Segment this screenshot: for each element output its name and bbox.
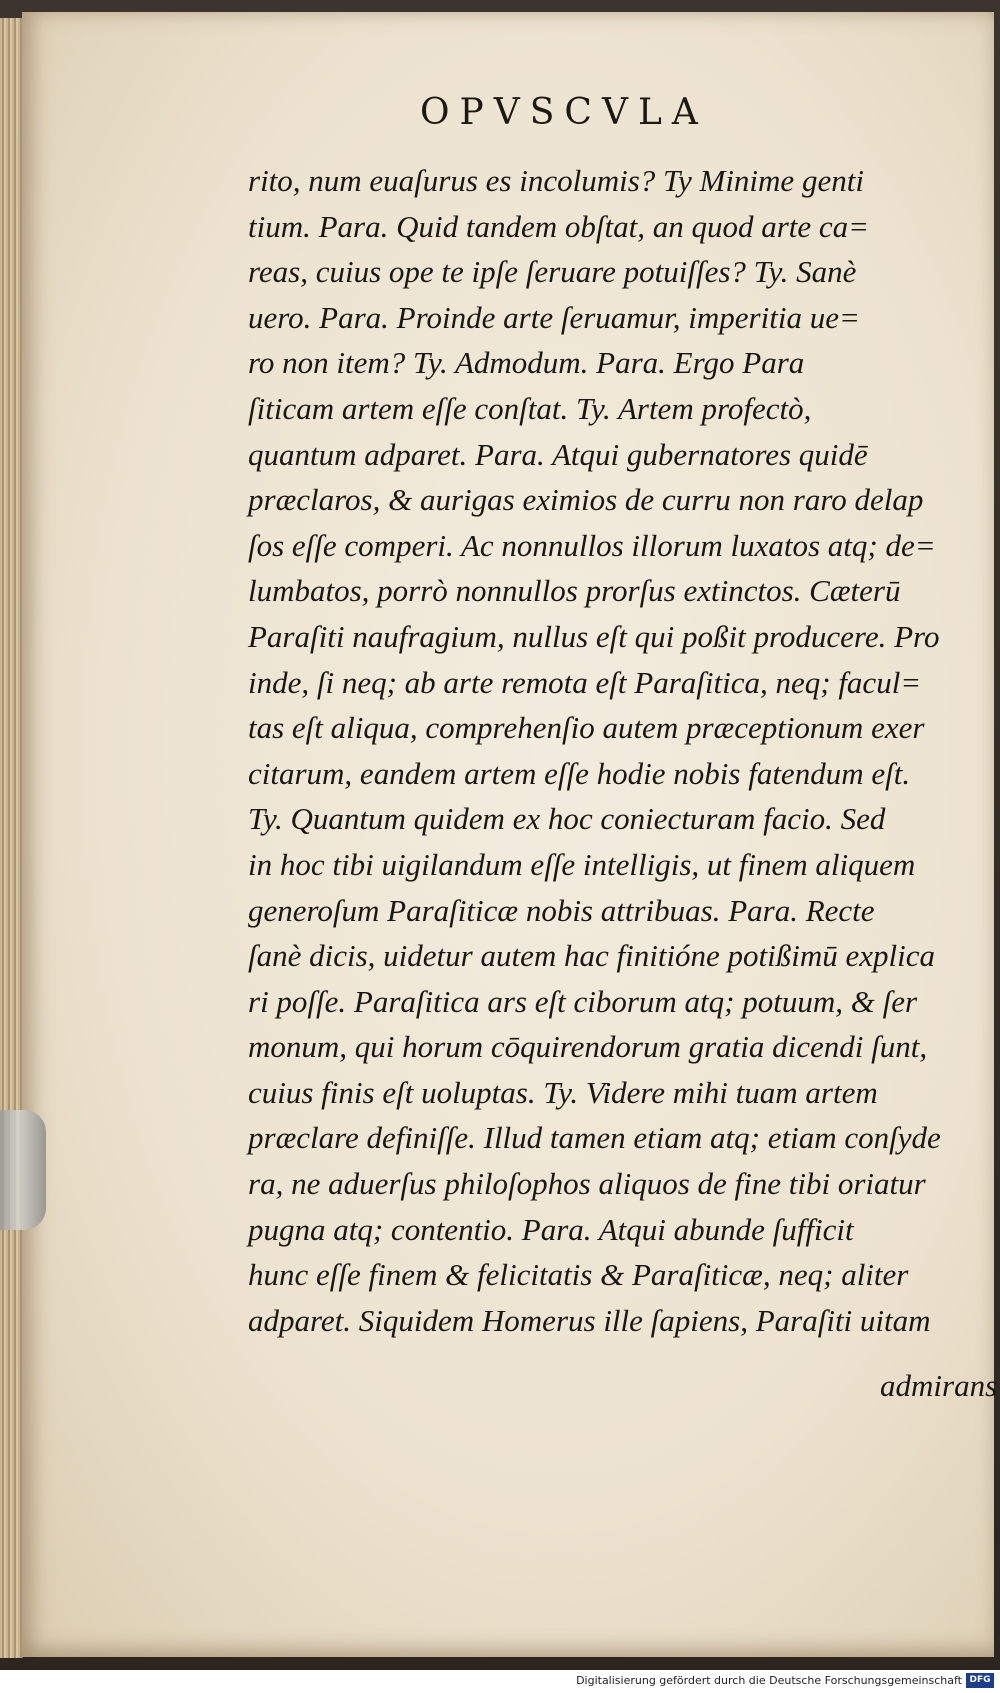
text-line: uero. Para. Proinde arte ſeruamur, imperitia ue= <box>248 299 860 335</box>
text-line: tium. Para. Quid tandem obſtat, an quod arte ca= <box>248 208 870 244</box>
text-line: tas eſt aliqua, comprehenſio autem præceptionum exer <box>248 710 925 746</box>
book-page-edges <box>0 18 23 1658</box>
text-line: citarum, eandem artem eſſe hodie nobis fatendum eſt. <box>248 755 911 791</box>
text-line: adparet. Siquidem Homerus ille ſapiens, Paraſiti uitam <box>248 1302 931 1338</box>
text-line: ri poſſe. Paraſitica ars eſt ciborum atq; potuum, & ſer <box>248 983 918 1019</box>
text-line: rito, num euaſurus es incolumis? Ty Minime genti <box>248 163 864 198</box>
text-line: cuius finis eſt uoluptas. Ty. Videre mihi tuam artem <box>248 1074 878 1110</box>
page-clip <box>0 1110 46 1230</box>
text-line: ra, ne aduerſus philoſophos aliquos de fine tibi oriatur <box>248 1166 926 1202</box>
text-line: monum, qui horum cōquirendorum gratia dicendi ſunt, <box>248 1029 928 1065</box>
text-line: pugna atq; contentio. Para. Atqui abunde ſufficit <box>248 1211 854 1247</box>
text-line: ro non item? Ty. Admodum. Para. Ergo Para <box>248 345 805 381</box>
catchword: admirans <box>880 1368 998 1403</box>
text-line: reas, cuius ope te ipſe ſeruare potuiſſes? Ty. Sanè <box>248 254 857 290</box>
text-line: generoſum Paraſiticæ nobis attribuas. Para. Recte <box>248 892 875 928</box>
text-line: præclaros, & aurigas eximios de curru non raro delap <box>248 482 924 518</box>
text-line: inde, ſi neq; ab arte remota eſt Paraſitica, neq; facul= <box>248 664 922 700</box>
text-line: in hoc tibi uigilandum eſſe intelligis, ut finem aliquem <box>248 846 916 882</box>
text-line: Ty. Quantum quidem ex hoc coniecturam facio. Sed <box>248 801 886 837</box>
text-line: ſiticam artem eſſe conſtat. Ty. Artem profectò, <box>248 390 812 426</box>
text-line: Paraſiti naufragium, nullus eſt qui poßit producere. Pro <box>248 618 940 654</box>
text-line: ſos eſſe comperi. Ac nonnullos illorum luxatos atq; de= <box>248 527 936 563</box>
text-line: hunc eſſe finem & felicitatis & Paraſiticæ, neq; aliter <box>248 1257 909 1293</box>
text-line: præclare definiſſe. Illud tamen etiam atq; etiam conſyde <box>248 1120 941 1156</box>
digitization-footer <box>0 1670 1000 1693</box>
text-line: ſanè dicis, uidetur autem hac finitióne potißimū explica <box>248 938 936 974</box>
text-line: quantum adparet. Para. Atqui gubernatores quidē <box>248 436 868 472</box>
text-line: lumbatos, porrò nonnullos prorſus extinctos. Cæterū <box>248 573 901 609</box>
running-title: OPVSCVLA <box>420 92 708 133</box>
dfg-logo: DFG <box>966 1673 994 1688</box>
funding-credit: Digitalisierung gefördert durch die Deutsche Forschungsgemeinschaft <box>576 1674 962 1687</box>
main-text-block <box>248 158 978 1343</box>
